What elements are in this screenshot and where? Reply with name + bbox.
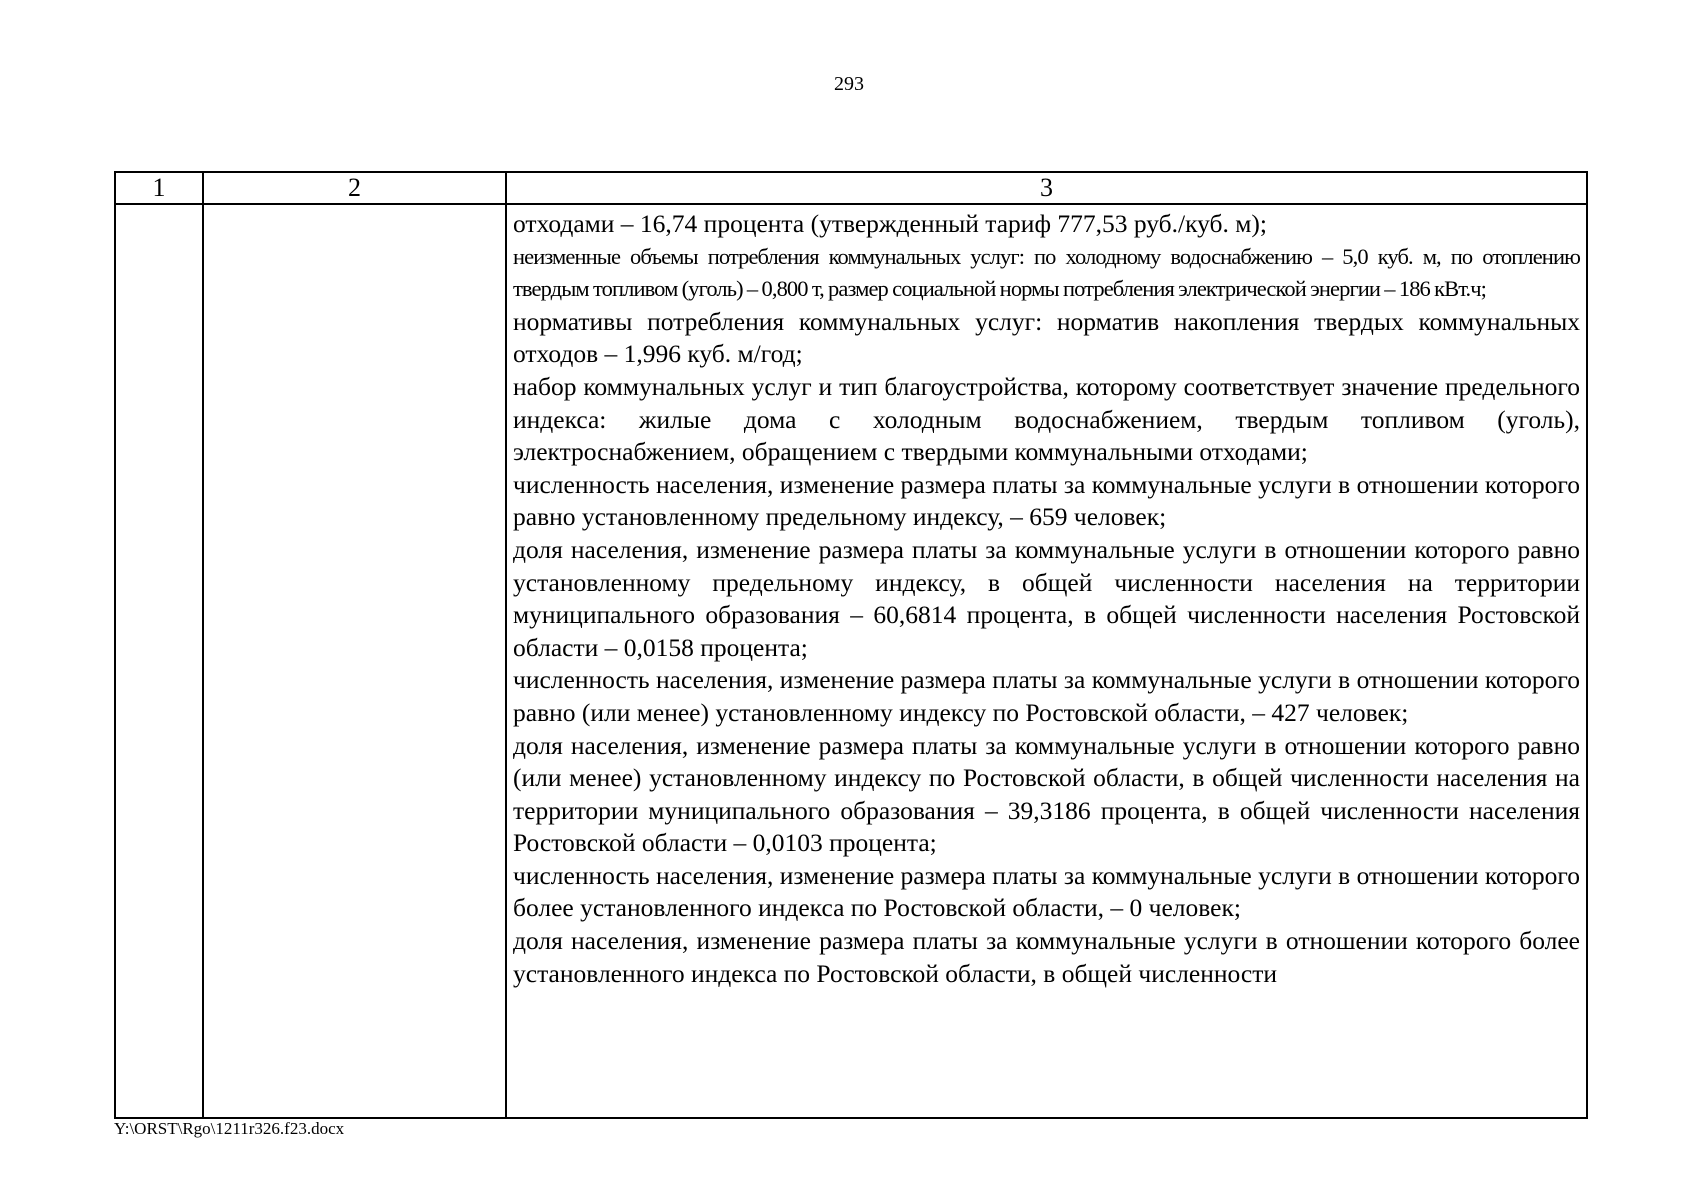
paragraph: отходами – 16,74 процента (утвержденный тариф 777,53 руб./куб. м);: [513, 209, 1267, 238]
page-number: 293: [834, 73, 864, 95]
paragraph: доля населения, изменение размера платы за коммунальные услуги в отношении которого равно установленному предельному индексу, в общей численности населения на территории муниципального образования – 60,6814 процента, в общей численности населения Ростовской области – 0,0158 процента;: [513, 534, 1580, 662]
table-cell-col3: [506, 204, 1587, 1118]
footer-file-path: Y:\ORST\Rgo\1211r326.f23.docx: [114, 1119, 345, 1138]
column-header-2: 2: [203, 172, 506, 204]
paragraph: численность населения, изменение размера платы за коммунальные услуги в отношении которого более установленного индекса по Ростовской области, – 0 человек;: [513, 860, 1580, 923]
paragraph: доля населения, изменение размера платы за коммунальные услуги в отношении которого равно (или менее) установленному индексу по Ростовской области, в общей численности населения на территории муниципального образования – 39,3186 процента, в общей численности населения Ростовской области – 0,0103 процента;: [513, 730, 1580, 858]
column-header-1: 1: [115, 172, 203, 204]
table-cell-col2: [203, 204, 506, 1118]
table-header-row: [115, 172, 1587, 204]
paragraph: набор коммунальных услуг и тип благоустройства, которому соответствует значение предельного индекса: жилые дома с холодным водоснабжением, твердым топливом (уголь), электроснабжением, обращением с твердыми коммунальными отходами;: [513, 371, 1580, 467]
paragraph: неизменные объемы потребления коммунальных услуг: по холодному водоснабжению – 5,0 куб. м, по отоплению твердым топливом (уголь) – 0,800 т, размер социальной нормы потребления электрической энергии – 186 кВт.ч;: [513, 243, 1580, 302]
table-cell-col1: [115, 204, 203, 1118]
document-table: [114, 171, 1588, 1119]
paragraph: численность населения, изменение размера платы за коммунальные услуги в отношении которого равно (или менее) установленному индексу по Ростовской области, – 427 человек;: [513, 665, 1580, 727]
column-header-3: 3: [506, 172, 1587, 204]
paragraph: доля населения, изменение размера платы за коммунальные услуги в отношении которого более установленного индекса по Ростовской области, в общей численности: [513, 926, 1580, 988]
paragraph: численность населения, изменение размера платы за коммунальные услуги в отношении которого равно установленному предельному индексу, – 659 человек;: [513, 469, 1580, 532]
paragraph: нормативы потребления коммунальных услуг: норматив накопления твердых коммунальных отходов – 1,996 куб. м/год;: [513, 306, 1580, 369]
table-row: [115, 204, 1587, 1118]
